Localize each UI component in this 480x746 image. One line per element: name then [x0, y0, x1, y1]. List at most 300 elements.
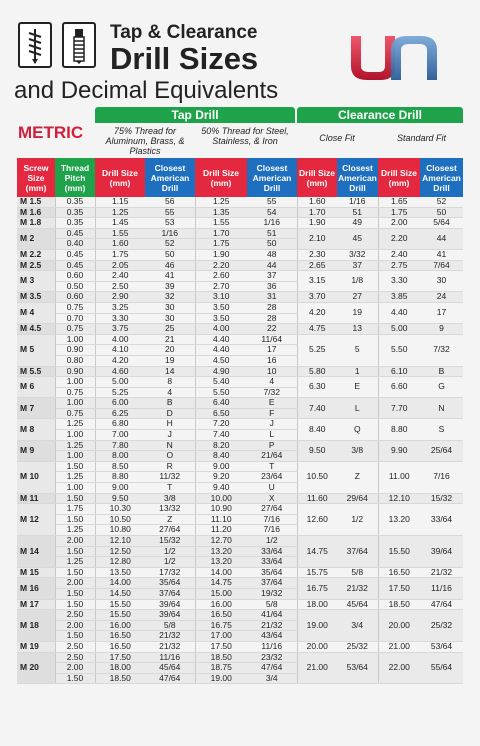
screw-size: M 2.5	[17, 260, 55, 271]
table-row	[17, 377, 463, 388]
thread-pitch: 1.50	[55, 588, 95, 599]
tap75-drill-size: 18.00	[95, 663, 145, 674]
page-header	[0, 0, 480, 105]
screw-size: M 5.5	[17, 366, 55, 377]
table-row	[17, 260, 463, 271]
standard-fit-closest-drill: S	[420, 419, 463, 440]
tap50-closest-drill: 11/64	[247, 334, 297, 345]
tap75-drill-size: 16.50	[95, 631, 145, 642]
standard-fit-closest-drill: 25/32	[420, 610, 463, 642]
tap75-closest-drill: 1/2	[145, 557, 195, 568]
tap50-closest-drill: 33/64	[247, 546, 297, 557]
thread-pitch: 0.60	[55, 292, 95, 303]
screw-size: M 4	[17, 302, 55, 323]
tap50-closest-drill: 23/32	[247, 652, 297, 663]
tap75-drill-size: 2.50	[95, 281, 145, 292]
title-line-3: and Decimal Equivalents	[14, 77, 279, 104]
thread-pitch: 1.50	[55, 546, 95, 557]
tap75-drill-size: 12.50	[95, 546, 145, 557]
tap50-drill-size: 14.75	[195, 578, 247, 589]
tap50-closest-drill: 19/32	[247, 588, 297, 599]
tap75-drill-size: 4.00	[95, 334, 145, 345]
standard-fit-closest-drill: 30	[420, 271, 463, 292]
screw-size: M 20	[17, 652, 55, 684]
tap50-closest-drill: 36	[247, 281, 297, 292]
table-row	[17, 271, 463, 282]
close-fit-drill-size: 21.00	[297, 652, 337, 684]
thread-pitch: 2.50	[55, 652, 95, 663]
tap50-drill-size: 9.40	[195, 483, 247, 494]
tap50-closest-drill: 44	[247, 260, 297, 271]
tap50-closest-drill: 43/64	[247, 631, 297, 642]
tap75-closest-drill: 47/64	[145, 673, 195, 684]
close-fit-closest-drill: 5/8	[337, 567, 378, 578]
standard-fit-drill-size: 1.65	[378, 197, 420, 207]
standard-fit-closest-drill: 50	[420, 207, 463, 218]
col-tap75-closest: Closest American Drill	[145, 158, 195, 197]
tap50-closest-drill: 22	[247, 324, 297, 335]
tap75-drill-size: 15.50	[95, 599, 145, 610]
tap50-drill-size: 2.20	[195, 260, 247, 271]
standard-fit-drill-size: 2.40	[378, 249, 420, 260]
standard-fit-closest-drill: 39/64	[420, 536, 463, 568]
tap75-closest-drill: O	[145, 451, 195, 462]
thread-pitch: 2.50	[55, 641, 95, 652]
tap50-drill-size: 18.50	[195, 652, 247, 663]
thread-pitch: 1.25	[55, 557, 95, 568]
thread-pitch: 1.75	[55, 504, 95, 515]
close-fit-closest-drill: 3/8	[337, 440, 378, 461]
tap75-closest-drill: 3/8	[145, 493, 195, 504]
col-close-drill: Drill Size (mm)	[297, 158, 337, 197]
tap50-closest-drill: 1/16	[247, 218, 297, 229]
close-fit-closest-drill: 1/16	[337, 197, 378, 207]
tap75-drill-size: 1.45	[95, 218, 145, 229]
standard-fit-drill-size: 1.75	[378, 207, 420, 218]
tap50-closest-drill: 7/16	[247, 525, 297, 536]
standard-fit-closest-drill: 47/64	[420, 599, 463, 610]
tap50-closest-drill: 17	[247, 345, 297, 356]
tap75-drill-size: 1.55	[95, 228, 145, 239]
tap75-drill-size: 18.50	[95, 673, 145, 684]
brand-logo	[347, 28, 443, 84]
tap75-drill-size: 6.00	[95, 398, 145, 409]
drill-size-table	[17, 197, 463, 684]
close-fit-closest-drill: 1	[337, 366, 378, 377]
standard-fit-closest-drill: 17	[420, 302, 463, 323]
tap50-closest-drill: 31	[247, 292, 297, 303]
thread-pitch: 1.25	[55, 440, 95, 451]
tap50-closest-drill: 33/64	[247, 557, 297, 568]
tap50-closest-drill: J	[247, 419, 297, 430]
tap75-drill-size: 5.00	[95, 377, 145, 388]
tap75-drill-size: 14.50	[95, 588, 145, 599]
standard-fit-closest-drill: 41	[420, 249, 463, 260]
close-fit-closest-drill: Z	[337, 461, 378, 493]
thread-pitch: 0.35	[55, 218, 95, 229]
tap75-closest-drill: 21/32	[145, 631, 195, 642]
screw-size: M 16	[17, 578, 55, 599]
screw-size: M 12	[17, 504, 55, 536]
tap50-closest-drill: 5/8	[247, 599, 297, 610]
close-fit-closest-drill: 49	[337, 218, 378, 229]
tap50-drill-size: 5.40	[195, 377, 247, 388]
thread-pitch: 1.50	[55, 493, 95, 504]
tap75-closest-drill: 27/64	[145, 525, 195, 536]
tap50-closest-drill: 54	[247, 207, 297, 218]
col-standard-closest: Closest American Drill	[420, 158, 463, 197]
tap75-closest-drill: 41	[145, 271, 195, 282]
table-row	[17, 641, 463, 652]
clearance-drill-header: Clearance Drill	[297, 107, 463, 123]
close-fit-drill-size: 15.75	[297, 567, 337, 578]
standard-fit-drill-size: 4.40	[378, 302, 420, 323]
tap75-closest-drill: R	[145, 461, 195, 472]
tap50-closest-drill: 47/64	[247, 663, 297, 674]
thread-pitch: 1.25	[55, 419, 95, 430]
close-fit-drill-size: 5.80	[297, 366, 337, 377]
tap75-closest-drill: D	[145, 408, 195, 419]
standard-fit-closest-drill: G	[420, 377, 463, 398]
thread-pitch: 1.50	[55, 567, 95, 578]
tap50-drill-size: 4.40	[195, 334, 247, 345]
tap75-closest-drill: 50	[145, 249, 195, 260]
tap50-drill-size: 7.40	[195, 430, 247, 441]
table-row	[17, 578, 463, 589]
tap50-drill-size: 4.50	[195, 355, 247, 366]
tap75-drill-size: 5.25	[95, 387, 145, 398]
screw-size: M 15	[17, 567, 55, 578]
tap50-drill-size: 9.20	[195, 472, 247, 483]
tap75-closest-drill: 4	[145, 387, 195, 398]
thread-pitch: 1.50	[55, 599, 95, 610]
tap50-drill-size: 1.75	[195, 239, 247, 250]
tap50-drill-size: 8.20	[195, 440, 247, 451]
standard-fit-drill-size: 2.00	[378, 218, 420, 229]
standard-fit-drill-size: 5.50	[378, 334, 420, 366]
tap75-drill-size: 4.20	[95, 355, 145, 366]
tap50-subhead: 50% Thread for Steel, Stainless, & Iron	[201, 126, 289, 146]
thread-pitch: 0.35	[55, 207, 95, 218]
tap75-closest-drill: 30	[145, 302, 195, 313]
thread-pitch: 0.90	[55, 345, 95, 356]
tap75-drill-size: 12.10	[95, 536, 145, 547]
tap75-closest-drill: 39/64	[145, 610, 195, 621]
col-tap50-drill: Drill Size (mm)	[195, 158, 247, 197]
tap75-drill-size: 2.40	[95, 271, 145, 282]
table-row	[17, 302, 463, 313]
thread-pitch: 2.50	[55, 610, 95, 621]
tap50-drill-size: 4.90	[195, 366, 247, 377]
col-tap75-drill: Drill Size (mm)	[95, 158, 145, 197]
close-fit-drill-size: 4.20	[297, 302, 337, 323]
tap50-drill-size: 16.75	[195, 620, 247, 631]
tap50-closest-drill: 10	[247, 366, 297, 377]
tap75-closest-drill: T	[145, 483, 195, 494]
thread-pitch: 1.00	[55, 451, 95, 462]
thread-pitch: 0.60	[55, 271, 95, 282]
tap75-closest-drill: 25	[145, 324, 195, 335]
standard-fit-drill-size: 6.10	[378, 366, 420, 377]
close-fit-drill-size: 5.25	[297, 334, 337, 366]
standard-fit-closest-drill: 24	[420, 292, 463, 303]
close-fit-drill-size: 7.40	[297, 398, 337, 419]
standard-fit-drill-size: 2.75	[378, 260, 420, 271]
screw-size: M 2.2	[17, 249, 55, 260]
standard-fit-closest-drill: 44	[420, 228, 463, 249]
screw-size: M 8	[17, 419, 55, 440]
thread-pitch: 0.75	[55, 324, 95, 335]
tap50-drill-size: 6.40	[195, 398, 247, 409]
tap75-drill-size: 1.60	[95, 239, 145, 250]
tap50-drill-size: 3.50	[195, 313, 247, 324]
standard-fit-closest-drill: 53/64	[420, 641, 463, 652]
table-row	[17, 249, 463, 260]
standard-fit-drill-size: 7.70	[378, 398, 420, 419]
tap75-drill-size: 13.50	[95, 567, 145, 578]
screw-size: M 11	[17, 493, 55, 504]
tap75-closest-drill: N	[145, 440, 195, 451]
thread-pitch: 2.00	[55, 663, 95, 674]
tap75-closest-drill: H	[145, 419, 195, 430]
standard-fit-drill-size: 12.10	[378, 493, 420, 504]
tap75-closest-drill: 1/16	[145, 228, 195, 239]
tap75-closest-drill: 46	[145, 260, 195, 271]
tap75-drill-size: 9.50	[95, 493, 145, 504]
close-fit-closest-drill: 29/64	[337, 493, 378, 504]
metric-label: METRIC	[18, 123, 84, 142]
close-fit-closest-drill: 51	[337, 207, 378, 218]
table-row	[17, 652, 463, 663]
tap75-closest-drill: 14	[145, 366, 195, 377]
tap50-drill-size: 13.20	[195, 557, 247, 568]
tap50-drill-size: 6.50	[195, 408, 247, 419]
tap50-drill-size: 19.00	[195, 673, 247, 684]
tap50-closest-drill: 7/16	[247, 514, 297, 525]
tap50-drill-size: 16.50	[195, 610, 247, 621]
screw-size: M 18	[17, 610, 55, 642]
tap75-drill-size: 1.25	[95, 207, 145, 218]
table-row	[17, 228, 463, 239]
tap75-closest-drill: 56	[145, 197, 195, 207]
standard-fit-subhead: Standard Fit	[396, 133, 447, 143]
tap50-drill-size: 7.20	[195, 419, 247, 430]
tap50-drill-size: 1.90	[195, 249, 247, 260]
tap75-drill-size: 10.80	[95, 525, 145, 536]
tap75-closest-drill: 39/64	[145, 599, 195, 610]
close-fit-closest-drill: 27	[337, 292, 378, 303]
tap50-closest-drill: L	[247, 430, 297, 441]
tap50-drill-size: 1.25	[195, 197, 247, 207]
screw-size: M 2	[17, 228, 55, 249]
close-fit-drill-size: 16.75	[297, 578, 337, 599]
screw-size: M 1.5	[17, 197, 55, 207]
thread-pitch: 0.90	[55, 366, 95, 377]
standard-fit-drill-size: 5.00	[378, 324, 420, 335]
close-fit-drill-size: 3.15	[297, 271, 337, 292]
close-fit-drill-size: 1.90	[297, 218, 337, 229]
close-fit-closest-drill: Q	[337, 419, 378, 440]
thread-pitch: 1.00	[55, 334, 95, 345]
tap50-closest-drill: U	[247, 483, 297, 494]
tap50-closest-drill: 27/64	[247, 504, 297, 515]
close-fit-drill-size: 2.10	[297, 228, 337, 249]
tap50-closest-drill: 23/64	[247, 472, 297, 483]
tap50-drill-size: 13.20	[195, 546, 247, 557]
close-fit-closest-drill: 25/32	[337, 641, 378, 652]
standard-fit-closest-drill: N	[420, 398, 463, 419]
col-screw-size: Screw Size (mm)	[17, 158, 55, 197]
standard-fit-closest-drill: 9	[420, 324, 463, 335]
col-thread-pitch: Thread Pitch (mm)	[55, 158, 95, 197]
tap50-drill-size: 3.50	[195, 302, 247, 313]
tap75-subhead: 75% Thread for Aluminum, Brass, & Plastics	[105, 126, 185, 156]
tap75-closest-drill: 52	[145, 239, 195, 250]
thread-pitch: 0.45	[55, 249, 95, 260]
screw-size: M 9	[17, 440, 55, 461]
tap50-drill-size: 9.00	[195, 461, 247, 472]
screw-size: M 19	[17, 641, 55, 652]
close-fit-closest-drill: 3/4	[337, 610, 378, 642]
thread-pitch: 1.00	[55, 483, 95, 494]
tap75-drill-size: 16.50	[95, 641, 145, 652]
tap50-closest-drill: 37/64	[247, 578, 297, 589]
tap50-drill-size: 17.00	[195, 631, 247, 642]
title-line-2: Drill Sizes	[110, 41, 259, 76]
table-row	[17, 324, 463, 335]
tap75-closest-drill: B	[145, 398, 195, 409]
tap75-closest-drill: 8	[145, 377, 195, 388]
tap50-closest-drill: 21/64	[247, 451, 297, 462]
tap50-closest-drill: 7/32	[247, 387, 297, 398]
tap75-drill-size: 15.50	[95, 610, 145, 621]
col-standard-drill: Drill Size (mm)	[378, 158, 420, 197]
table-row	[17, 292, 463, 303]
thread-pitch: 1.25	[55, 525, 95, 536]
tap50-drill-size: 11.20	[195, 525, 247, 536]
tap50-closest-drill: E	[247, 398, 297, 409]
tap50-drill-size: 11.10	[195, 514, 247, 525]
close-fit-drill-size: 6.30	[297, 377, 337, 398]
tap75-drill-size: 17.50	[95, 652, 145, 663]
tap50-drill-size: 14.00	[195, 567, 247, 578]
close-fit-closest-drill: 1/2	[337, 504, 378, 536]
tap75-drill-size: 4.10	[95, 345, 145, 356]
tap75-closest-drill: 55	[145, 207, 195, 218]
close-fit-drill-size: 20.00	[297, 641, 337, 652]
tap50-drill-size: 4.00	[195, 324, 247, 335]
thread-pitch: 0.75	[55, 302, 95, 313]
standard-fit-drill-size: 3.30	[378, 271, 420, 292]
close-fit-drill-size: 2.65	[297, 260, 337, 271]
tap75-drill-size: 16.00	[95, 620, 145, 631]
close-fit-closest-drill: 37	[337, 260, 378, 271]
tap75-closest-drill: 19	[145, 355, 195, 366]
standard-fit-drill-size: 6.60	[378, 377, 420, 398]
tap50-drill-size: 4.40	[195, 345, 247, 356]
close-fit-drill-size: 11.60	[297, 493, 337, 504]
tap75-drill-size: 6.25	[95, 408, 145, 419]
table-row	[17, 599, 463, 610]
tap75-drill-size: 8.50	[95, 461, 145, 472]
tap75-drill-size: 1.15	[95, 197, 145, 207]
standard-fit-drill-size: 17.50	[378, 578, 420, 599]
tap50-closest-drill: 1/2	[247, 536, 297, 547]
tap75-closest-drill: 11/16	[145, 652, 195, 663]
tap75-closest-drill: 39	[145, 281, 195, 292]
screw-size: M 10	[17, 461, 55, 493]
table-row	[17, 461, 463, 472]
table-row	[17, 366, 463, 377]
table-row	[17, 197, 463, 207]
table-row	[17, 536, 463, 547]
tap50-closest-drill: 21/32	[247, 620, 297, 631]
thread-pitch: 1.50	[55, 514, 95, 525]
thread-pitch: 1.50	[55, 631, 95, 642]
close-fit-drill-size: 1.70	[297, 207, 337, 218]
tap75-drill-size: 12.80	[95, 557, 145, 568]
tap75-drill-size: 14.00	[95, 578, 145, 589]
tap50-closest-drill: 3/4	[247, 673, 297, 684]
screw-size: M 14	[17, 536, 55, 568]
tap75-closest-drill: 1/2	[145, 546, 195, 557]
tap50-closest-drill: F	[247, 408, 297, 419]
standard-fit-closest-drill: 25/64	[420, 440, 463, 461]
tap75-drill-size: 2.05	[95, 260, 145, 271]
thread-pitch: 0.80	[55, 355, 95, 366]
close-fit-closest-drill: E	[337, 377, 378, 398]
table-row	[17, 218, 463, 229]
screw-size: M 5	[17, 334, 55, 366]
thread-pitch: 0.40	[55, 239, 95, 250]
tap75-closest-drill: 17/32	[145, 567, 195, 578]
thread-pitch: 0.75	[55, 408, 95, 419]
drill-bit-icon	[18, 22, 52, 68]
close-fit-drill-size: 4.75	[297, 324, 337, 335]
tap50-drill-size: 5.50	[195, 387, 247, 398]
close-fit-drill-size: 10.50	[297, 461, 337, 493]
close-fit-drill-size: 1.60	[297, 197, 337, 207]
tap50-drill-size: 1.55	[195, 218, 247, 229]
table-row	[17, 610, 463, 621]
table-row	[17, 504, 463, 515]
table-row	[17, 334, 463, 345]
tap75-closest-drill: 30	[145, 313, 195, 324]
tap50-drill-size: 1.35	[195, 207, 247, 218]
table-row	[17, 440, 463, 451]
close-fit-drill-size: 2.30	[297, 249, 337, 260]
title-line-1: Tap & Clearance	[110, 22, 258, 43]
tap75-drill-size: 4.60	[95, 366, 145, 377]
tap50-closest-drill: 48	[247, 249, 297, 260]
standard-fit-closest-drill: 7/32	[420, 334, 463, 366]
tap50-closest-drill: 4	[247, 377, 297, 388]
standard-fit-drill-size: 13.20	[378, 504, 420, 536]
close-fit-drill-size: 8.40	[297, 419, 337, 440]
tap50-closest-drill: 16	[247, 355, 297, 366]
thread-pitch: 2.00	[55, 536, 95, 547]
thread-pitch: 1.00	[55, 398, 95, 409]
close-fit-drill-size: 3.70	[297, 292, 337, 303]
screw-size: M 1.8	[17, 218, 55, 229]
tap75-drill-size: 6.80	[95, 419, 145, 430]
standard-fit-closest-drill: B	[420, 366, 463, 377]
standard-fit-closest-drill: 5/64	[420, 218, 463, 229]
tap50-closest-drill: P	[247, 440, 297, 451]
close-fit-closest-drill: 1/8	[337, 271, 378, 292]
tap75-closest-drill: 13/32	[145, 504, 195, 515]
tap75-closest-drill: 21	[145, 334, 195, 345]
